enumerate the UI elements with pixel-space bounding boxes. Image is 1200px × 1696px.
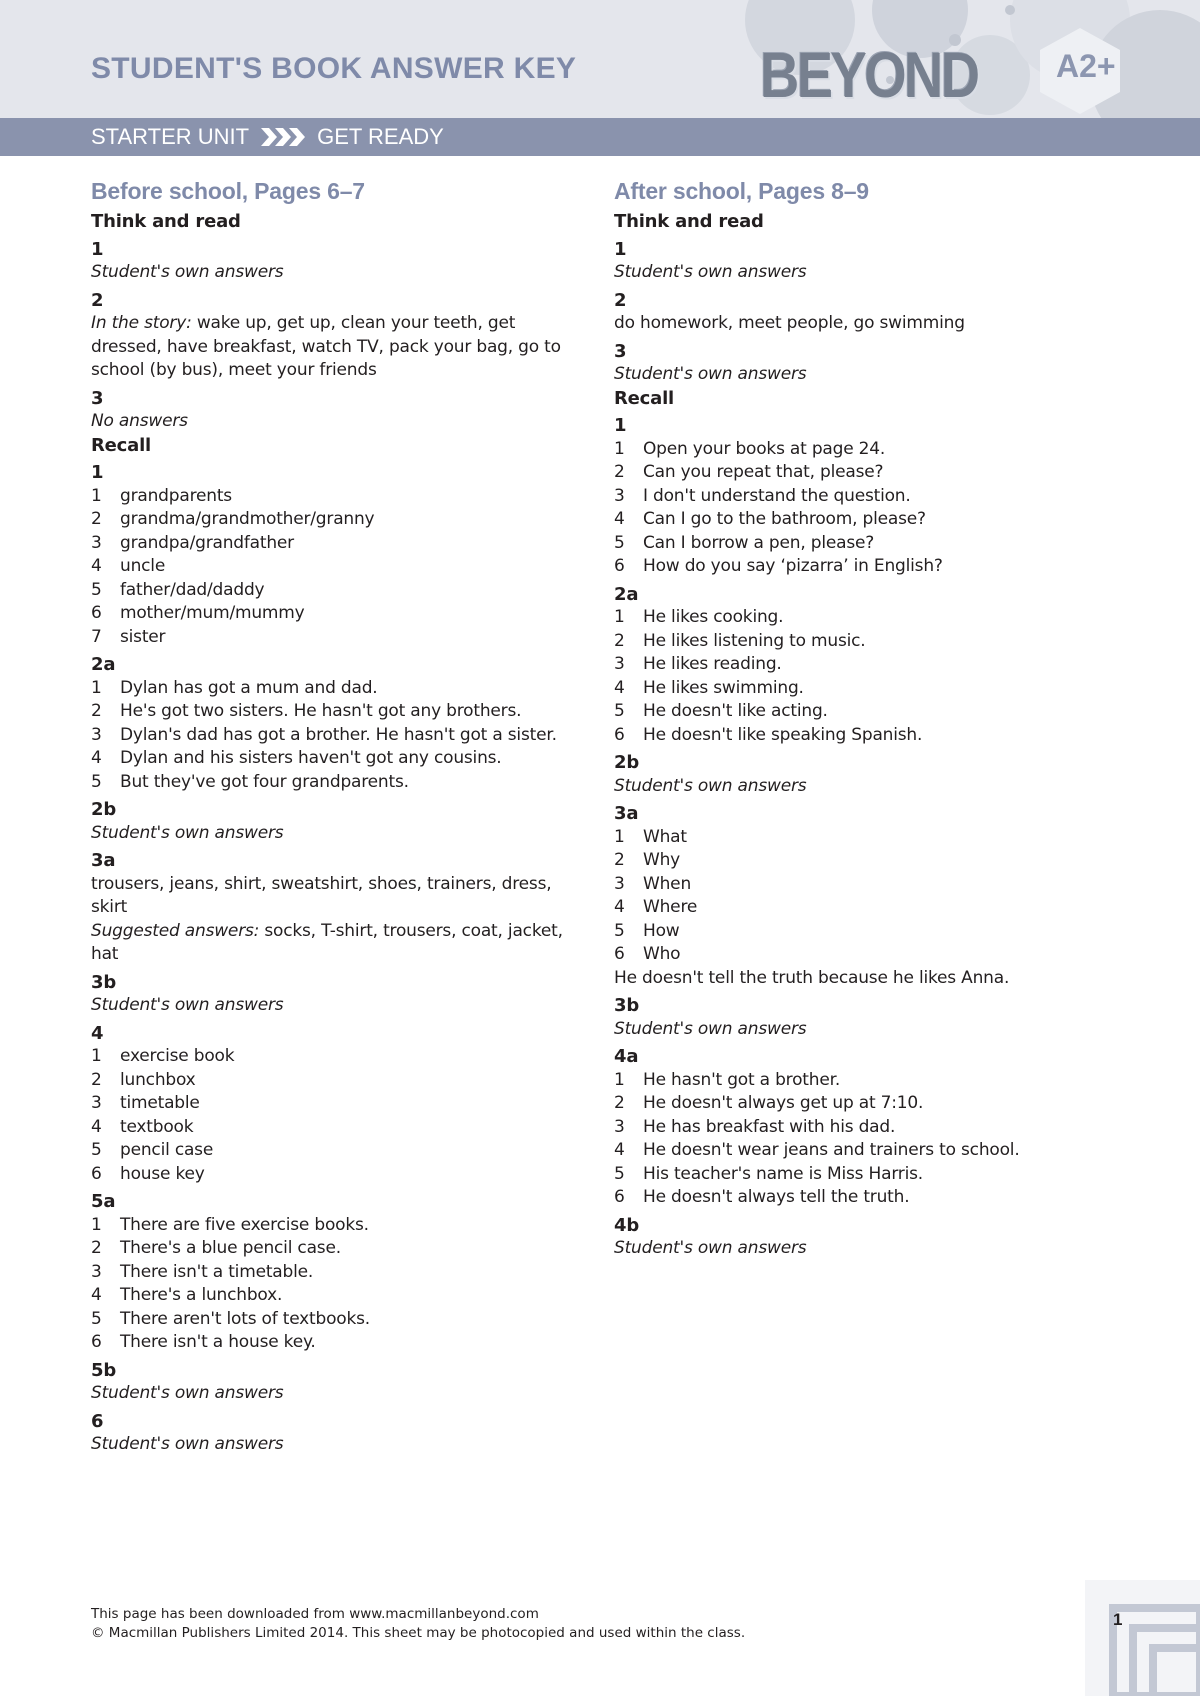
question-number: 2b bbox=[614, 752, 640, 773]
list-item bbox=[614, 1092, 1134, 1116]
item-text: There's a blue pencil case. bbox=[120, 1238, 341, 1258]
item-text: Can you repeat that, please? bbox=[643, 462, 884, 482]
question-number: 3b bbox=[91, 971, 117, 993]
list-item bbox=[614, 677, 1134, 701]
list-item bbox=[614, 1069, 1134, 1093]
list-item bbox=[614, 438, 1134, 462]
answer-paragraph bbox=[91, 920, 591, 967]
list-item bbox=[614, 555, 1134, 579]
answer-list bbox=[91, 1214, 591, 1355]
page-footer bbox=[91, 1605, 745, 1642]
question-number: 3a bbox=[91, 850, 116, 871]
item-text: Who bbox=[643, 944, 681, 964]
answer-text: Student's own answers bbox=[614, 262, 807, 282]
list-item bbox=[614, 532, 1134, 556]
list-item bbox=[91, 1045, 591, 1069]
item-number: 5 bbox=[91, 1308, 102, 1329]
answer-text: trousers, jeans, shirt, sweatshirt, shoes, trainers, dress, skirt bbox=[91, 873, 552, 917]
item-text: But they've got four grandparents. bbox=[120, 771, 409, 792]
item-text: He doesn't always get up at 7:10. bbox=[643, 1093, 924, 1113]
list-item bbox=[91, 1308, 591, 1332]
item-number: 3 bbox=[614, 873, 625, 894]
section-title-before-school: Before school, Pages 6–7 bbox=[91, 178, 365, 204]
item-text: There isn't a house key. bbox=[120, 1332, 316, 1352]
list-item bbox=[614, 1163, 1134, 1187]
item-text: He likes listening to music. bbox=[643, 630, 866, 651]
item-text: father/dad/daddy bbox=[120, 579, 265, 600]
item-number: 6 bbox=[614, 556, 625, 576]
question-number: 1 bbox=[614, 238, 627, 260]
item-number: 1 bbox=[614, 1069, 625, 1090]
item-number: 4 bbox=[91, 1285, 102, 1305]
item-number: 4 bbox=[91, 1116, 102, 1137]
item-number: 3 bbox=[91, 532, 102, 553]
item-text: How do you say ‘pizarra’ in English? bbox=[643, 556, 943, 576]
page-header bbox=[0, 0, 1200, 118]
question-number: 6 bbox=[91, 1410, 104, 1432]
list-item bbox=[91, 1331, 591, 1355]
corner-square-decoration bbox=[1085, 1580, 1200, 1696]
item-number: 6 bbox=[91, 603, 102, 623]
item-number: 3 bbox=[91, 1093, 102, 1113]
list-item bbox=[91, 626, 591, 650]
item-text: Where bbox=[643, 897, 698, 917]
item-text: He doesn't like acting. bbox=[643, 701, 828, 721]
answer-text: wake up, get up, clean your teeth, get dressed, have breakfast, watch TV, pack your bag, go to school (by bus), meet your friends bbox=[91, 313, 561, 380]
download-notice: This page has been downloaded from www.macmillanbeyond.com bbox=[91, 1606, 539, 1622]
left-column bbox=[91, 176, 591, 1457]
list-item bbox=[614, 461, 1134, 485]
item-number: 5 bbox=[91, 579, 102, 600]
item-number: 2 bbox=[614, 850, 625, 870]
question-number: 2 bbox=[614, 289, 627, 311]
question-number: 1 bbox=[614, 415, 627, 436]
answer-text: Student's own answers bbox=[91, 995, 284, 1015]
item-number: 6 bbox=[91, 1163, 102, 1184]
answer-label: Suggested answers: bbox=[91, 920, 260, 941]
item-text: Dylan and his sisters haven't got any cousins. bbox=[120, 748, 502, 768]
answer-text: Student's own answers bbox=[91, 1383, 284, 1403]
item-number: 6 bbox=[91, 1332, 102, 1352]
list-item bbox=[614, 873, 1134, 897]
item-number: 3 bbox=[91, 1261, 102, 1282]
list-item bbox=[614, 724, 1134, 748]
question-number: 2a bbox=[91, 654, 116, 675]
section-title-after-school: After school, Pages 8–9 bbox=[614, 178, 869, 204]
item-number: 5 bbox=[614, 701, 625, 721]
item-text: grandpa/grandfather bbox=[120, 532, 294, 553]
item-text: house key bbox=[120, 1163, 205, 1184]
unit-bar bbox=[0, 118, 1200, 156]
list-item bbox=[91, 1139, 591, 1163]
item-number: 5 bbox=[614, 1163, 625, 1184]
item-number: 6 bbox=[614, 724, 625, 745]
recall-heading: Recall bbox=[91, 434, 152, 456]
item-number: 1 bbox=[614, 438, 625, 459]
list-item bbox=[91, 485, 591, 509]
list-item bbox=[614, 508, 1134, 532]
item-text: Dylan's dad has got a brother. He hasn't got a sister. bbox=[120, 724, 557, 745]
list-item bbox=[614, 606, 1134, 630]
item-text: There aren't lots of textbooks. bbox=[120, 1308, 370, 1329]
recall-heading: Recall bbox=[614, 387, 675, 409]
triple-chevron-icon bbox=[261, 128, 307, 146]
item-number: 7 bbox=[91, 626, 102, 647]
item-number: 4 bbox=[91, 556, 102, 576]
answer-paragraph bbox=[91, 312, 591, 383]
item-number: 2 bbox=[91, 1069, 102, 1090]
answer-text: do homework, meet people, go swimming bbox=[614, 313, 965, 333]
item-number: 2 bbox=[91, 509, 102, 529]
copyright-notice: © Macmillan Publishers Limited 2014. This sheet may be photocopied and used within the class. bbox=[91, 1624, 746, 1641]
item-number: 3 bbox=[91, 724, 102, 745]
item-text: He's got two sisters. He hasn't got any brothers. bbox=[120, 701, 522, 721]
list-item bbox=[91, 1237, 591, 1261]
question-number: 4b bbox=[614, 1214, 640, 1236]
item-text: Why bbox=[643, 850, 681, 870]
answer-text: Student's own answers bbox=[91, 822, 284, 843]
answer-text: He doesn't tell the truth because he likes Anna. bbox=[614, 967, 1010, 988]
item-text: Can I borrow a pen, please? bbox=[643, 532, 875, 553]
item-number: 2 bbox=[614, 630, 625, 651]
beyond-logo: BEYOND bbox=[760, 39, 978, 111]
item-text: He doesn't like speaking Spanish. bbox=[643, 724, 923, 745]
answer-text: No answers bbox=[91, 411, 188, 431]
answer-text: Student's own answers bbox=[91, 1434, 284, 1454]
answer-text: socks, T-shirt, trousers, coat, jacket, hat bbox=[91, 920, 563, 964]
list-item bbox=[614, 849, 1134, 873]
item-number: 3 bbox=[614, 654, 625, 674]
item-text: textbook bbox=[120, 1116, 194, 1137]
item-text: He hasn't got a brother. bbox=[643, 1069, 841, 1090]
question-number: 3b bbox=[614, 995, 640, 1016]
answer-list bbox=[91, 677, 591, 795]
item-text: grandma/grandmother/granny bbox=[120, 509, 375, 529]
question-number: 3 bbox=[91, 387, 104, 409]
answer-list bbox=[614, 1069, 1134, 1210]
item-number: 1 bbox=[91, 1214, 102, 1235]
right-column bbox=[614, 176, 1134, 1261]
question-number: 2b bbox=[91, 799, 117, 820]
question-number: 1 bbox=[91, 238, 104, 260]
item-number: 4 bbox=[614, 1140, 625, 1160]
item-number: 3 bbox=[614, 1116, 625, 1137]
item-number: 2 bbox=[91, 1238, 102, 1258]
item-text: There isn't a timetable. bbox=[120, 1261, 314, 1282]
list-item bbox=[91, 602, 591, 626]
list-item bbox=[91, 1069, 591, 1093]
item-text: There are five exercise books. bbox=[120, 1214, 369, 1235]
item-number: 4 bbox=[614, 677, 625, 698]
list-item bbox=[614, 826, 1134, 850]
page-number: 1 bbox=[1113, 1610, 1123, 1629]
item-text: sister bbox=[120, 626, 166, 647]
item-text: He has breakfast with his dad. bbox=[643, 1116, 896, 1137]
list-item bbox=[614, 630, 1134, 654]
answer-text: Student's own answers bbox=[614, 775, 807, 796]
list-item bbox=[91, 1116, 591, 1140]
list-item bbox=[91, 532, 591, 556]
item-text: lunchbox bbox=[120, 1069, 196, 1090]
item-number: 4 bbox=[614, 509, 625, 529]
answer-text: Student's own answers bbox=[614, 1238, 807, 1258]
item-text: He doesn't always tell the truth. bbox=[643, 1187, 910, 1207]
item-number: 1 bbox=[614, 607, 625, 627]
section-label: GET READY bbox=[317, 124, 444, 149]
list-item bbox=[91, 1214, 591, 1238]
question-number: 3a bbox=[614, 803, 639, 824]
item-text: Can I go to the bathroom, please? bbox=[643, 509, 926, 529]
item-number: 1 bbox=[91, 677, 102, 698]
item-text: He doesn't wear jeans and trainers to school. bbox=[643, 1140, 1020, 1160]
item-text: He likes reading. bbox=[643, 654, 782, 674]
answer-list bbox=[614, 606, 1134, 747]
answer-list bbox=[91, 485, 591, 650]
item-number: 5 bbox=[614, 532, 625, 553]
item-text: pencil case bbox=[120, 1140, 214, 1160]
list-item bbox=[614, 1186, 1134, 1210]
item-number: 6 bbox=[614, 944, 625, 964]
item-text: I don't understand the question. bbox=[643, 485, 911, 506]
item-text: There's a lunchbox. bbox=[120, 1285, 283, 1305]
think-and-read-heading: Think and read bbox=[91, 211, 241, 232]
item-text: When bbox=[643, 873, 692, 894]
level-badge: A2+ bbox=[1056, 48, 1116, 84]
item-number: 6 bbox=[614, 1187, 625, 1207]
item-number: 5 bbox=[614, 920, 625, 941]
item-number: 2 bbox=[614, 462, 625, 482]
question-number: 5b bbox=[91, 1359, 117, 1381]
item-text: His teacher's name is Miss Harris. bbox=[643, 1163, 923, 1184]
question-number: 5a bbox=[91, 1191, 116, 1212]
item-number: 2 bbox=[614, 1093, 625, 1113]
list-item bbox=[614, 943, 1134, 967]
list-item bbox=[91, 579, 591, 603]
think-and-read-heading: Think and read bbox=[614, 211, 764, 232]
list-item bbox=[91, 771, 591, 795]
item-number: 1 bbox=[614, 826, 625, 847]
item-text: How bbox=[643, 920, 680, 941]
item-text: He likes swimming. bbox=[643, 677, 804, 698]
question-number: 2 bbox=[91, 289, 104, 311]
answer-text: Student's own answers bbox=[91, 262, 284, 282]
list-item bbox=[91, 508, 591, 532]
item-text: What bbox=[643, 826, 687, 847]
list-item bbox=[614, 653, 1134, 677]
item-text: He likes cooking. bbox=[643, 607, 784, 627]
list-item bbox=[91, 724, 591, 748]
item-number: 3 bbox=[614, 485, 625, 506]
question-number: 4 bbox=[91, 1022, 104, 1044]
list-item bbox=[91, 700, 591, 724]
item-number: 5 bbox=[91, 1140, 102, 1160]
list-item bbox=[91, 1163, 591, 1187]
unit-label: STARTER UNIT bbox=[91, 124, 250, 149]
list-item bbox=[614, 700, 1134, 724]
question-number: 2a bbox=[614, 583, 639, 605]
item-number: 4 bbox=[91, 748, 102, 768]
item-number: 4 bbox=[614, 897, 625, 917]
list-item bbox=[91, 555, 591, 579]
item-text: uncle bbox=[120, 556, 166, 576]
answer-list bbox=[614, 826, 1134, 967]
question-number: 1 bbox=[91, 462, 104, 483]
item-number: 1 bbox=[91, 1046, 102, 1066]
item-text: exercise book bbox=[120, 1046, 235, 1066]
list-item bbox=[614, 485, 1134, 509]
list-item bbox=[91, 1261, 591, 1285]
list-item bbox=[91, 747, 591, 771]
list-item bbox=[614, 1139, 1134, 1163]
item-text: grandparents bbox=[120, 485, 232, 506]
list-item bbox=[91, 1092, 591, 1116]
question-number: 3 bbox=[614, 340, 627, 362]
list-item bbox=[91, 1284, 591, 1308]
item-text: Open your books at page 24. bbox=[643, 438, 886, 459]
list-item bbox=[91, 677, 591, 701]
answer-list bbox=[91, 1045, 591, 1186]
item-number: 5 bbox=[91, 771, 102, 792]
answer-list bbox=[614, 438, 1134, 579]
item-number: 1 bbox=[91, 485, 102, 506]
item-number: 2 bbox=[91, 701, 102, 721]
item-text: timetable bbox=[120, 1093, 200, 1113]
answer-text: Student's own answers bbox=[614, 1018, 807, 1039]
answer-label: In the story: bbox=[91, 313, 192, 333]
item-text: Dylan has got a mum and dad. bbox=[120, 677, 378, 698]
item-text: mother/mum/mummy bbox=[120, 603, 305, 623]
document-title: STUDENT'S BOOK ANSWER KEY bbox=[91, 52, 577, 85]
question-number: 4a bbox=[614, 1046, 639, 1067]
list-item bbox=[614, 896, 1134, 920]
answer-text: Student's own answers bbox=[614, 364, 807, 384]
list-item bbox=[614, 920, 1134, 944]
list-item bbox=[614, 1116, 1134, 1140]
